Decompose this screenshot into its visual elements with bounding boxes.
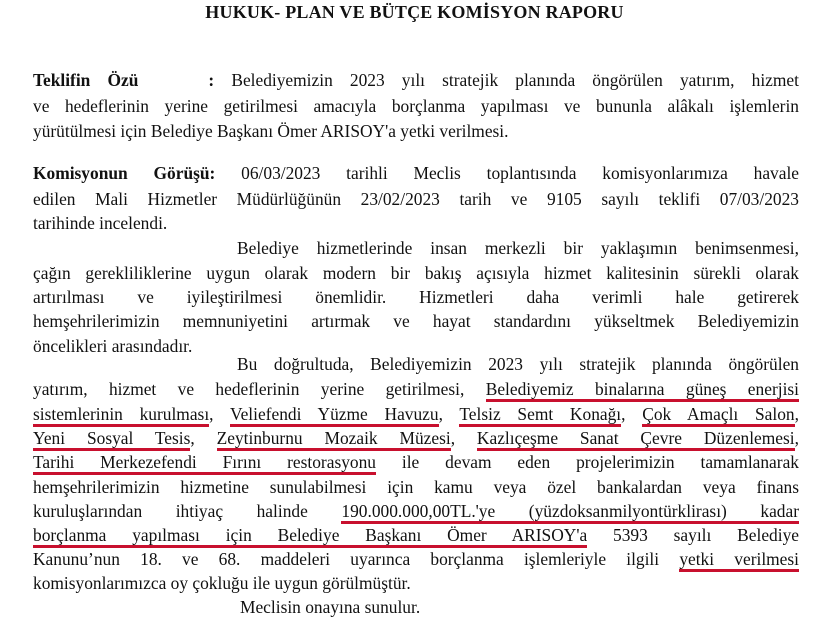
- p3-line-2-text: yatırım, hizmet ve hedeflerinin yerine getirilmesi,: [33, 379, 465, 399]
- teklif-text-1: Belediyemizin 2023 yılı stratejik planında öngörülen yatırım, hizmet: [231, 70, 799, 90]
- p3-line-8: [33, 525, 799, 546]
- p3-line-6: hemşehrilerimizin hizmetine sunulabilmesi için kamu veya özel bankalardan veya finans: [33, 477, 799, 497]
- highlight-kazlicesme-art: Kazlıçeşme Sanat Çevre Düzenlemesi: [477, 428, 795, 451]
- p3-line-7: [33, 501, 799, 522]
- p3-line-8-text: 5393 sayılı Belediye: [613, 525, 799, 545]
- gorus-line-2: edilen Mali Hizmetler Müdürlüğünün 23/02/2023 tarih ve 9105 sayılı teklifi 07/03/2023: [33, 189, 799, 209]
- highlight-borrowing-authority: borçlanma yapılması için Belediye Başkanı Ömer ARISOY'a: [33, 525, 587, 548]
- gorus-label: Komisyonun Görüşü:: [33, 163, 216, 183]
- gorus-text-1: 06/03/2023 tarihli Meclis toplantısında komisyonlarımıza havale: [241, 163, 799, 183]
- highlight-merkezefendi-bakery: Tarihi Merkezefendi Fırını restorasyonu: [33, 452, 376, 475]
- p2-line-5: öncelikleri arasındadır.: [33, 336, 193, 356]
- p3-line-11: Meclisin onayına sunulur.: [240, 597, 421, 617]
- p3-line-9-text: Kanunu’nun 18. ve 68. maddeleri uyarınca borçlanma işlemleriyle ilgili: [33, 549, 660, 569]
- gorus-line-3: tarihinde incelendi.: [33, 213, 168, 233]
- teklif-separator: :: [208, 70, 215, 90]
- p2-line-1: Belediye hizmetlerinde insan merkezli bir yaklaşımın benimsenmesi,: [237, 238, 799, 258]
- p3-line-1: Bu doğrultuda, Belediyemizin 2023 yılı stratejik planında öngörülen: [237, 354, 799, 374]
- gorus-line-1: [33, 163, 799, 184]
- highlight-swimming-pool: Veliefendi Yüzme Havuzu: [230, 404, 439, 427]
- highlight-loan-amount: 190.000.000,00TL.'ye (yüzdoksanmilyontürklirası) kadar: [341, 501, 799, 524]
- highlight-authorization: yetki verilmesi: [679, 549, 799, 572]
- teklif-line-1: [33, 70, 799, 91]
- report-title: HUKUK- PLAN VE BÜTÇE KOMİSYON RAPORU: [205, 2, 624, 22]
- highlight-telsiz-mansion: Telsiz Semt Konağı: [459, 404, 621, 427]
- p2-line-2: çağın gerekliliklerine uygun olarak modern bir bakış açısıyla hizmet kalitesinin sürekli olarak: [33, 263, 799, 283]
- highlight-solar-energy: Belediyemiz binalarına güneş enerjisi: [486, 379, 799, 402]
- p3-line-2: [33, 379, 799, 400]
- highlight-multipurpose-hall: Çok Amaçlı Salon: [642, 404, 794, 427]
- p3-line-4: Yeni Sosyal Tesis, Zeytinburnu Mozaik Müzesi, Kazlıçeşme Sanat Çevre Düzenlemesi,: [33, 428, 799, 449]
- highlight-solar-systems: sistemlerinin kurulması: [33, 404, 209, 427]
- teklif-line-3: yürütülmesi için Belediye Başkanı Ömer ARISOY'a yetki verilmesi.: [33, 121, 509, 141]
- teklif-label: Teklifin Özü: [33, 70, 139, 90]
- p3-line-5-text: ile devam eden projelerimizin tamamlanarak: [401, 452, 799, 472]
- teklif-line-2: ve hedeflerinin yerine getirilmesi amacıyla borçlanma yapılması ve bununla alâkalı işlemlerin: [33, 96, 799, 116]
- p2-line-4: hemşehrilerimizin memnuniyetini artırmak ve hayat standardını yükseltmek Belediyemizin: [33, 311, 799, 331]
- p3-line-7-text: kuruluşlarından ihtiyaç halinde: [33, 501, 308, 521]
- highlight-social-facility: Yeni Sosyal Tesis: [33, 428, 190, 451]
- p3-line-9: [33, 549, 799, 570]
- p2-line-3: artırılması ve iyileştirilmesi önemlidir. Hizmetleri daha verimli hale getirerek: [33, 287, 799, 307]
- p3-line-3: sistemlerinin kurulması, Veliefendi Yüzme Havuzu, Telsiz Semt Konağı, Çok Amaçlı Salon,: [33, 404, 799, 425]
- p3-line-5: [33, 452, 799, 473]
- p3-line-10: komisyonlarımızca oy çokluğu ile uygun görülmüştür.: [33, 573, 411, 593]
- highlight-mosaic-museum: Zeytinburnu Mozaik Müzesi: [217, 428, 451, 451]
